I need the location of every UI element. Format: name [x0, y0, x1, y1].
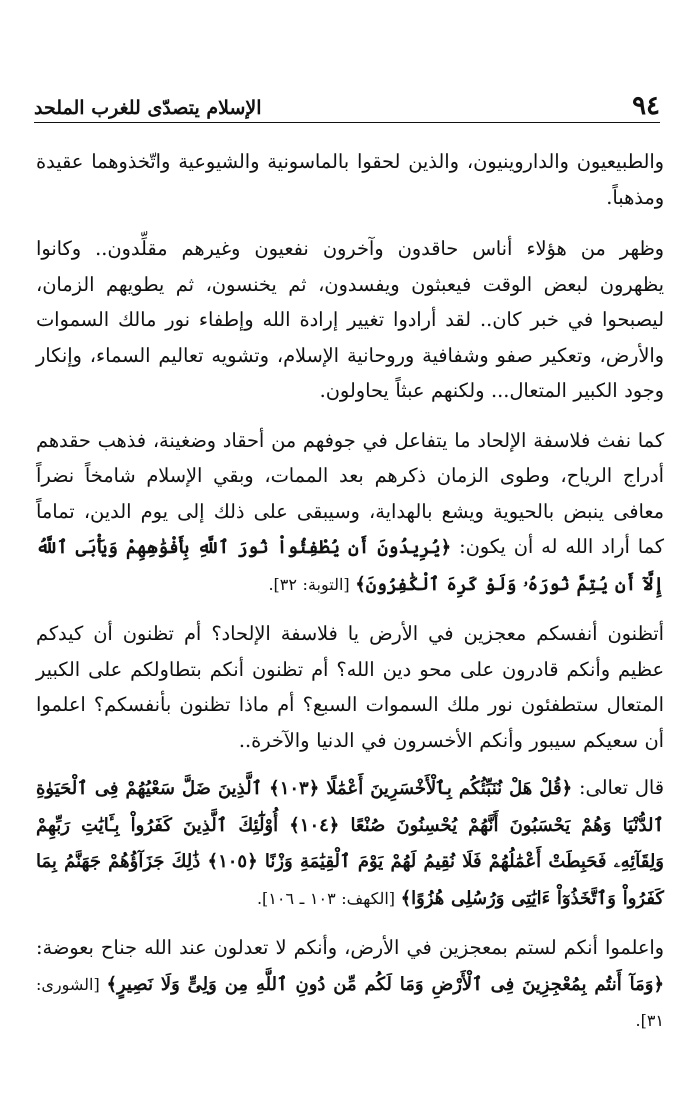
quran-verse: ﴿قُلْ هَلْ نُنَبِّئُكُم بِٱلْأَخْسَرِينَ أَعْمَٰلًا ﴿١٠٣﴾ ٱلَّذِينَ ضَلَّ سَعْيُهُمْ فِى ٱلْحَيَوٰةِ ٱلدُّنْيَا وَهُمْ يَحْسَبُونَ أَنَّهُمْ يُحْسِنُونَ صُنْعًا ﴿١٠٤﴾ أُوْلَٰٓئِكَ ٱلَّذِينَ كَفَرُواْ بِـَٔايَٰتِ رَبِّهِمْ وَلِقَآئِهِۦ فَحَبِطَتْ أَعْمَٰلُهُمْ فَلَا نُقِيمُ لَهُمْ يَوْمَ ٱلْقِيَٰمَةِ وَزْنًا ﴿١٠٥﴾ ذَٰلِكَ جَزَآؤُهُمْ جَهَنَّمُ بِمَا كَفَرُواْ وَٱتَّخَذُوٓاْ ءَايَٰتِى وَرُسُلِى هُزُوًا﴾: [36, 778, 664, 909]
paragraph-1: [36, 144, 664, 215]
paragraph-text: وظهر من هؤلاء أناس حاقدون وآخرون نفعيون وغيرهم مقلِّدون.. وكانوا يظهرون لبعض الوقت فيعبثون ويفسدون، ثم يخنسون، ثم يطويهم الزمان، ليصبحوا في خبر كان.. لقد أرادوا تغيير إرادة الله وإطفاء نور مالك السموات والأرض، وتعكير صفو وشفافية وروحانية الإسلام، وتشويه تعاليم السماء، وإنكار وجود الكبير المتعال... ولكنهم عبثاً يحاولون.: [36, 237, 664, 402]
running-header: [34, 88, 660, 123]
body-text: [36, 144, 664, 1039]
quran-verse: ﴿وَمَآ أَنتُم بِمُعْجِزِينَ فِى ٱلْأَرْضِ وَمَا لَكُم مِّن دُونِ ٱللَّهِ مِن وَلِىٍّ وَلَا نَصِيرٍ﴾: [106, 973, 664, 995]
paragraph-4: [36, 616, 664, 758]
paragraph-2: [36, 231, 664, 409]
paragraph-text: قال تعالى:: [572, 776, 664, 799]
verse-reference: [الشورى: ٣١].: [36, 974, 664, 1030]
quran-verse: ﴿يُرِيدُونَ أَن يُطْفِئُواْ نُورَ ٱللَّهِ بِأَفْوَٰهِهِمْ وَيَأْبَى ٱللَّهُ إِلَّآ أَن يُتِمَّ نُورَهُۥ وَلَوْ كَرِهَ ٱلْكَٰفِرُونَ﴾: [36, 537, 664, 595]
paragraph-text: والطبيعيون والداروينيون، والذين لحقوا بالماسونية والشيوعية واتّخذوهما عقيدة ومذهباً.: [36, 150, 664, 209]
verse-reference: [الكهف: ١٠٣ ـ ١٠٦].: [256, 888, 401, 908]
paragraph-text: أتظنون أنفسكم معجزين في الأرض يا فلاسفة الإلحاد؟ أم تظنون أن كيدكم عظيم وأنكم قادرون على محو دين الله؟ أم تظنون أنكم بتطاولكم على الكبير المتعال ستطفئون نور ملك السموات السبع؟ أم ماذا تظنون بأنفسكم؟ اعلموا أن سعيكم سيبور وأنكم الأخسرون في الدنيا والآخرة..: [36, 622, 664, 752]
paragraph-3: [36, 423, 664, 603]
book-title: الإسلام يتصدّى للغرب الملحد: [34, 97, 262, 119]
page-number: ٩٤: [632, 91, 660, 121]
paragraph-text: واعلموا أنكم لستم بمعجزين في الأرض، وأنكم لا تعدلون عند الله جناح بعوضة:: [36, 936, 664, 959]
paragraph-text: كما نفث فلاسفة الإلحاد ما يتفاعل في جوفهم من أحقاد وضغينة، فذهب حقدهم أدراج الرياح، وطوى الزمان ذكرهم بعد الممات، وبقي الإسلام شامخاً نضراً معافى ينبض بالحيوية ويشع بالهداية، وسيبقى على ذلك إلى يوم الدين، تماماً كما أراد الله له أن يكون:: [36, 428, 664, 558]
paragraph-5: [36, 770, 664, 916]
paragraph-6: [36, 930, 664, 1039]
verse-reference: [التوبة: ٣٢].: [268, 574, 356, 594]
